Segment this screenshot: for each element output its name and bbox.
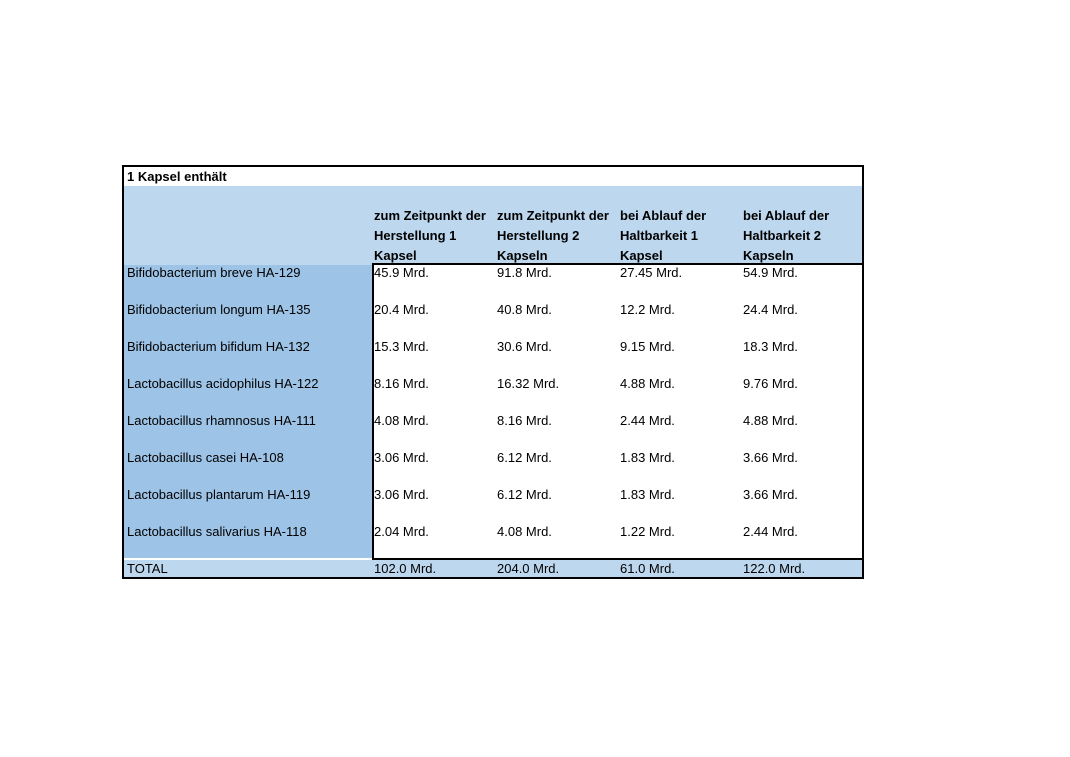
total-cell: 122.0 Mrd.	[743, 561, 806, 576]
row-label: Lactobacillus casei HA-108	[127, 450, 284, 465]
table-cell: 27.45 Mrd.	[620, 265, 683, 280]
row-label: Bifidobacterium longum HA-135	[127, 302, 311, 317]
table-cell: 4.88 Mrd.	[743, 413, 798, 428]
row-label: Lactobacillus salivarius HA-118	[127, 524, 307, 539]
table-cell: 2.44 Mrd.	[743, 524, 798, 539]
table-cell: 3.06 Mrd.	[374, 487, 429, 502]
table-cell: 9.15 Mrd.	[620, 339, 675, 354]
column-header-row	[124, 186, 862, 265]
column-header-expiry-1-capsule: bei Ablauf der Haltbarkeit 1 Kapsel	[620, 208, 707, 263]
row-label: Lactobacillus acidophilus HA-122	[127, 376, 319, 391]
table-cell: 8.16 Mrd.	[374, 376, 429, 391]
table-cell: 1.22 Mrd.	[620, 524, 675, 539]
table-cell: 2.44 Mrd.	[620, 413, 675, 428]
table-cell: 18.3 Mrd.	[743, 339, 798, 354]
table-cell: 45.9 Mrd.	[374, 265, 429, 280]
table-cell: 8.16 Mrd.	[497, 413, 552, 428]
table-cell: 91.8 Mrd.	[497, 265, 552, 280]
table-cell: 30.6 Mrd.	[497, 339, 552, 354]
table-cell: 2.04 Mrd.	[374, 524, 429, 539]
table-cell: 6.12 Mrd.	[497, 487, 552, 502]
table-cell: 12.2 Mrd.	[620, 302, 675, 317]
table-cell: 3.66 Mrd.	[743, 450, 798, 465]
column-header-expiry-2-capsules: bei Ablauf der Haltbarkeit 2 Kapseln	[743, 208, 830, 263]
column-header-production-2-capsules: zum Zeitpunkt der Herstellung 2 Kapseln	[497, 208, 609, 263]
table-cell: 4.88 Mrd.	[620, 376, 675, 391]
table-cell: 1.83 Mrd.	[620, 450, 675, 465]
table-cell: 20.4 Mrd.	[374, 302, 429, 317]
table-cell: 24.4 Mrd.	[743, 302, 798, 317]
table-cell: 15.3 Mrd.	[374, 339, 429, 354]
table-cell: 54.9 Mrd.	[743, 265, 798, 280]
table-cell: 6.12 Mrd.	[497, 450, 552, 465]
table-cell: 40.8 Mrd.	[497, 302, 552, 317]
table-cell: 4.08 Mrd.	[497, 524, 552, 539]
table-cell: 16.32 Mrd.	[497, 376, 560, 391]
row-label: Bifidobacterium bifidum HA-132	[127, 339, 310, 354]
total-cell: 61.0 Mrd.	[620, 561, 675, 576]
probiotic-table	[122, 165, 864, 579]
table-title: 1 Kapsel enthält	[124, 167, 862, 186]
row-label: Lactobacillus rhamnosus HA-111	[127, 413, 316, 428]
row-label: Bifidobacterium breve HA-129	[127, 265, 301, 280]
table-cell: 1.83 Mrd.	[620, 487, 675, 502]
total-label: TOTAL	[127, 561, 168, 576]
table-cell: 4.08 Mrd.	[374, 413, 429, 428]
total-cell: 102.0 Mrd.	[374, 561, 437, 576]
total-cell: 204.0 Mrd.	[497, 561, 560, 576]
table-cell: 3.06 Mrd.	[374, 450, 429, 465]
row-label: Lactobacillus plantarum HA-119	[127, 487, 311, 502]
column-header-production-1-capsule: zum Zeitpunkt der Herstellung 1 Kapsel	[374, 208, 486, 263]
table-cell: 9.76 Mrd.	[743, 376, 798, 391]
table-cell: 3.66 Mrd.	[743, 487, 798, 502]
total-row	[124, 560, 862, 577]
